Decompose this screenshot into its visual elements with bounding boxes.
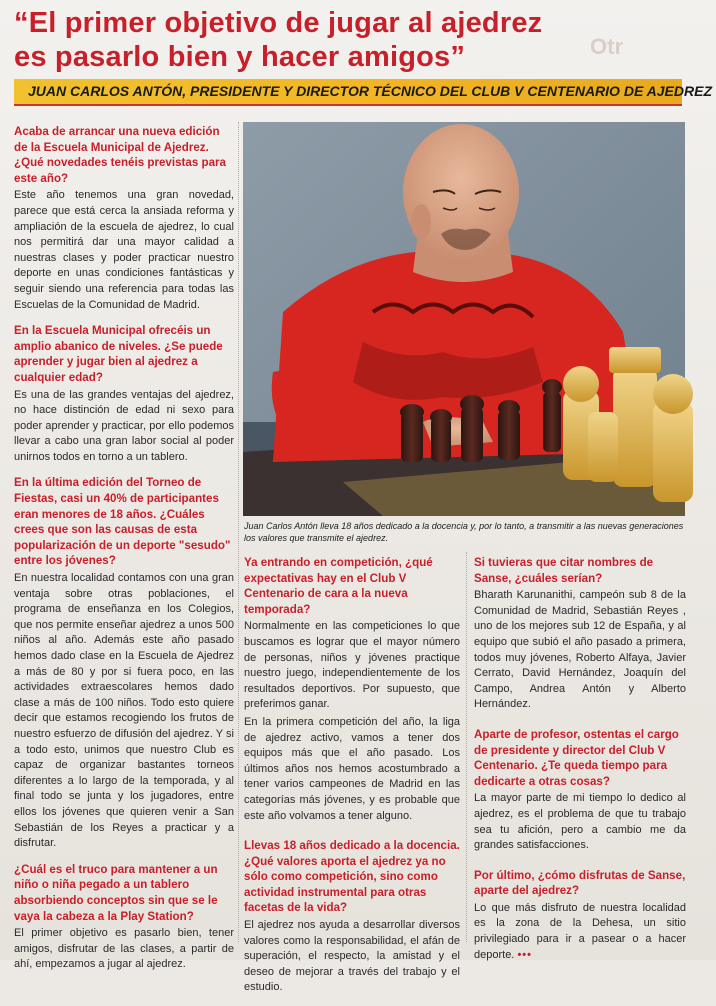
question-4: ¿Cuál es el truco para mantener a un niño o niña pegado a un tablero absorbiendo conceptos sin que se le vaya la cabeza a la Play Station? xyxy=(14,862,218,923)
answer-8: La mayor parte de mi tiempo lo dedico al ajedrez, es el problema de que tu trabajo sea tu afición, pero a cambio me da grandes satisfacciones. xyxy=(474,792,686,852)
column-1 xyxy=(14,124,234,983)
question-7: Si tuvieras que citar nombres de Sanse, ¿cuáles serían? xyxy=(474,556,654,585)
question-2: En la Escuela Municipal ofrecéis un amplio abanico de niveles. ¿Se puede aprender y jugar bien al ajedrez a cualquier edad? xyxy=(14,324,223,384)
column-divider xyxy=(238,122,239,942)
question-5: Ya entrando en competición, ¿qué expectativas hay en el Club V Centenario de cara a la nueva temporada? xyxy=(244,556,433,616)
question-8: Aparte de profesor, ostentas el cargo de presidente y director del Club V Centenario. ¿Te queda tiempo para dedicarte a otras cosas? xyxy=(474,727,679,788)
answer-5: Normalmente en las competiciones lo que buscamos es lograr que el mayor número de personas, niños y jóvenes practique nuestro juego, independientemente de los resultados deportivos. Por supuesto, que preferimos ganar. xyxy=(244,620,460,711)
question-6: Llevas 18 años dedicado a la docencia. ¿Qué valores aporta el ajedrez ya no sólo como competición, sino como actividad instrumental para otras facetas de la vida? xyxy=(244,839,460,915)
answer-5-continued: En la primera competición del año, la liga de ajedrez activo, vamos a tener dos equipos más que el año pasado. Los últimos años nos hemos acostumbrado a tener varios campeones de Madrid en las categorías más jóvenes, y es probable que este año volvamos a tener alguno. xyxy=(244,715,460,822)
answer-4: El primer objetivo es pasarlo bien, tener amigos, disfrutar de las clases, a partir de ahí, empezamos a jugar al ajedrez. xyxy=(14,927,234,971)
subtitle-text: JUAN CARLOS ANTÓN, PRESIDENTE Y DIRECTOR TÉCNICO DEL CLUB V CENTENARIO DE AJEDREZ xyxy=(28,83,712,99)
headline-line-1: “El primer objetivo de jugar al ajedrez xyxy=(14,7,543,39)
column-2 xyxy=(244,555,460,1006)
answer-2: Es una de las grandes ventajas del ajedrez, no hace distinción de edad ni sexo para poder aprender y practicar, por ello podemos llevar a cabo una gran labor social al poder unirnos todos en torno a un tablero. xyxy=(14,388,234,463)
column-divider xyxy=(466,552,467,942)
photo-caption: Juan Carlos Antón lleva 18 años dedicado a la docencia y, por lo tanto, a transmitir a las nuevas generaciones los valores que transmite el ajedrez. xyxy=(244,521,684,543)
question-1: Acaba de arrancar una nueva edición de la Escuela Municipal de Ajedrez. ¿Qué novedades tenéis previstas para este año? xyxy=(14,125,226,185)
column-3 xyxy=(474,555,686,973)
question-9: Por último, ¿cómo disfrutas de Sanse, aparte del ajedrez? xyxy=(474,868,686,898)
headline-line-2: es pasarlo bien y hacer amigos” xyxy=(14,41,466,73)
subtitle-banner xyxy=(14,79,712,106)
answer-6: El ajedrez nos ayuda a desarrollar diversos valores como la responsabilidad, el afán de superación, el respecto, la amistad y el deseo de mejorar a través del trabajo y el estudio. xyxy=(244,919,460,994)
headline xyxy=(14,6,574,74)
chess-player-photo xyxy=(243,122,685,516)
bleed-through-text: Otr xyxy=(590,34,623,59)
answer-3: En nuestra localidad contamos con una gran ventaja sobre otras poblaciones, el programa de enseñanza en los Colegios, que nos permite enseñar ajedrez a unos 500 niños al año. Además este año pasado hemos dado clase en la Escuela de Ajedrez a más de 80 y por si fuera poco, en las actividades extraescolares hemos dado clase a más de 100 niños. Todo esto quiere decir que estamos recogiendo los frutos de nuestro esfuerzo de difusión del ajedrez. Y si a todo esto, unimos que nuestro Club es capaz de organizar bastantes torneos diferentes a lo largo de la temporada, y al final todo se junta y los jugadores, entre ellos los jóvenes que quieren venir a San Sebastián de los Reyes a practicar y a disfrutar. xyxy=(14,572,234,850)
end-mark: ••• xyxy=(517,948,532,961)
answer-9 xyxy=(474,901,686,963)
answer-1: Este año tenemos una gran novedad, parece que está cerca la ansiada reforma y ampliación de la escuela de ajedrez, lo cual nos permitirá dar una mayor calidad a nuestras clases y poder practicar nuestro deporte en unas condiciones fantásticas y seguir siendo una referencia para todas las Escuelas de la Comunidad de Madrid. xyxy=(14,189,234,311)
answer-7: Bharath Karunanithi, campeón sub 8 de la Comunidad de Madrid, Sebastián Reyes , uno de los mejores sub 12 de España, y al equipo que subió el año pasado a primera, todos muy jóvenes, Roberto Alfaya, Javier Cerrato, David Hernández, Joaquín del Campo, Andrea Antón y Alberto Hernández. xyxy=(474,589,686,711)
answer-9-text: Lo que más disfruto de nuestra localidad es la zona de la Dehesa, un sitio privilegiado para ir a pasear o a hacer deporte. xyxy=(474,901,686,961)
question-3: En la última edición del Torneo de Fiestas, casi un 40% de participantes eran menores de 18 años. ¿Cuáles crees que son las causas de esta popularización de un deporte "sesudo" entre los jóvenes? xyxy=(14,476,231,568)
